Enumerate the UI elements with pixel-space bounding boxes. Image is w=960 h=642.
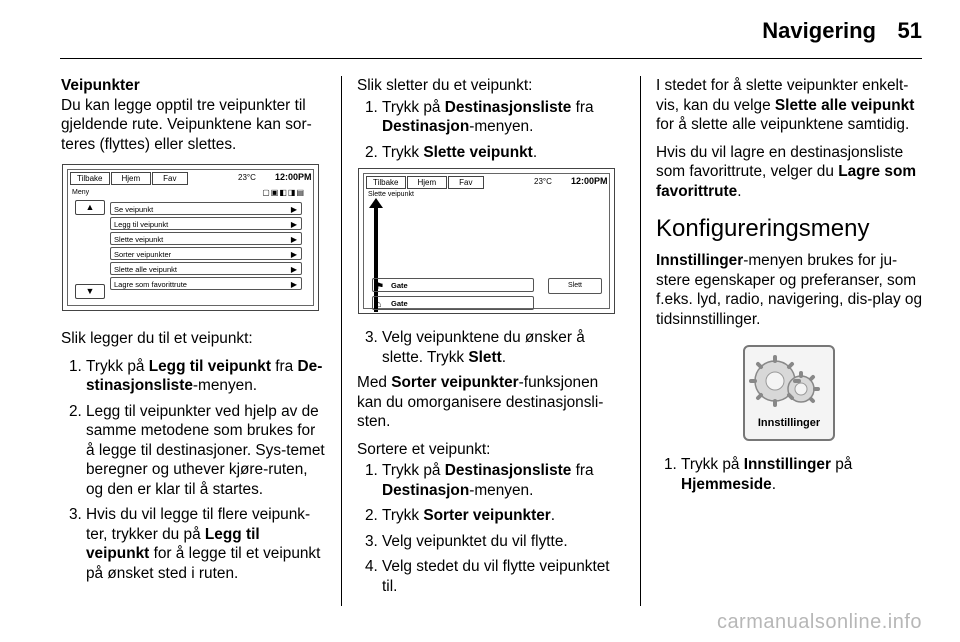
chevron-right-icon: ▶ bbox=[290, 220, 297, 229]
chevron-right-icon: ▶ bbox=[290, 205, 297, 214]
scroll-up-icon: ▲ bbox=[75, 200, 105, 215]
column-1 bbox=[61, 76, 326, 589]
settings-step-1: 1. Trykk på Innstillinger på Hjemmeside. bbox=[664, 456, 853, 493]
waypoint-row-2: ⌂ Gate bbox=[372, 296, 534, 310]
flag-icon: ⚑ bbox=[376, 281, 385, 291]
add-step-2: 2. Legg til veipunkter ved hjelp av de samme metodene som brukes for å legge til destinasjoner. Sys-temet beregner og uthever kjøre-ruten, og den er klar til å startes. bbox=[69, 402, 325, 498]
chevron-right-icon: ▶ bbox=[290, 250, 297, 259]
delete-screen-illustration bbox=[358, 168, 615, 314]
settings-steps bbox=[656, 455, 924, 494]
tab-tilbake: Tilbake bbox=[366, 176, 406, 189]
column-2 bbox=[357, 76, 625, 602]
sort-description: Med Sorter veipunkter-funksjonen kan du omorganisere destinasjonsli-sten. bbox=[357, 374, 604, 430]
delete-step-3: 3. Velg veipunktene du ønsker å slette. Trykk Slett. bbox=[365, 329, 585, 366]
chevron-right-icon: ▶ bbox=[290, 280, 297, 289]
settings-gear-icon bbox=[743, 345, 835, 441]
settings-icon-label: Innstillinger bbox=[757, 416, 821, 429]
slett-button: Slett bbox=[548, 278, 602, 294]
screen-tabbar bbox=[70, 172, 189, 184]
waypoint-row-1: ⚑ Gate bbox=[372, 278, 534, 292]
sort-intro: Sortere et veipunkt: bbox=[357, 440, 491, 458]
screen-frame bbox=[363, 173, 610, 309]
column-3 bbox=[656, 76, 924, 500]
sort-steps bbox=[357, 461, 625, 596]
page-number: 51 bbox=[897, 18, 922, 43]
gears-icon bbox=[745, 347, 833, 413]
add-waypoint-intro: Slik legger du til et veipunkt: bbox=[61, 330, 253, 347]
delete-waypoint-intro: Slik sletter du et veipunkt: bbox=[357, 77, 533, 94]
tab-hjem: Hjem bbox=[407, 176, 448, 189]
sort-step-4: 4. Velg stedet du vil flytte veipunktet til. bbox=[365, 558, 610, 595]
tab-fav: Fav bbox=[152, 172, 187, 185]
screen-tabbar bbox=[366, 176, 485, 188]
menu-item-slette: Slette veipunkt ▶ bbox=[110, 232, 302, 245]
menu-item-slette-alle: Slette alle veipunkt ▶ bbox=[110, 262, 302, 275]
destination-icon: ⌂ bbox=[376, 299, 382, 309]
delete-all-paragraph: I stedet for å slette veipunkter enkelt-vis, kan du velge Slette alle veipunkt for å slette alle veipunktene samtidig. bbox=[656, 77, 915, 133]
chevron-right-icon: ▶ bbox=[290, 235, 297, 244]
column-divider-2 bbox=[640, 76, 641, 606]
screen-menu-label: Meny bbox=[72, 189, 90, 196]
sort-step-2: 2. Trykk Sorter veipunkter. bbox=[365, 507, 556, 524]
menu-screen-illustration bbox=[62, 164, 319, 311]
tab-tilbake: Tilbake bbox=[70, 172, 110, 185]
menu-item-sorter: Sorter veipunkter ▶ bbox=[110, 247, 302, 260]
screen-frame bbox=[67, 169, 314, 306]
delete-waypoint-steps bbox=[357, 98, 625, 163]
screen-status-icons: ▢▣◧◨▤ bbox=[262, 188, 305, 197]
header-rule bbox=[60, 58, 922, 59]
waypoints-intro: Du kan legge opptil tre veipunkter til gjeldende rute. Veipunktene kan sor-teres (flyttes) eller slettes. bbox=[61, 96, 312, 153]
screen-temperature: 23°C bbox=[534, 177, 552, 186]
tab-fav: Fav bbox=[448, 176, 483, 189]
page-header bbox=[0, 0, 960, 60]
menu-item-legg-til: Legg til veipunkt ▶ bbox=[110, 217, 302, 230]
tab-hjem: Hjem bbox=[111, 172, 152, 185]
section-heading-waypoints: Veipunkter bbox=[61, 77, 140, 94]
scroll-down-icon: ▼ bbox=[75, 284, 105, 299]
add-step-1: 1. Trykk på Legg til veipunkt fra De-stinasjonsliste-menyen. bbox=[69, 357, 323, 394]
column-divider-1 bbox=[341, 76, 342, 606]
watermark: carmanualsonline.info bbox=[716, 611, 922, 633]
chapter-title: Navigering bbox=[762, 18, 876, 43]
delete-step-2: 2. Trykk Slette veipunkt. bbox=[365, 143, 538, 161]
delete-step-1: 1. Trykk på Destinasjonsliste fra Destinasjon-menyen. bbox=[365, 98, 594, 135]
delete-step-3-list bbox=[357, 328, 625, 367]
chevron-right-icon: ▶ bbox=[290, 265, 297, 274]
screen-temperature: 23°C bbox=[238, 173, 256, 182]
screen-clock: 12:00PM bbox=[275, 172, 312, 182]
menu-item-se-veipunkt: Se veipunkt ▶ bbox=[110, 202, 302, 215]
section-heading-config: Konfigureringsmeny bbox=[656, 215, 870, 242]
screen-clock: 12:00PM bbox=[571, 176, 608, 186]
add-step-3: 3. Hvis du vil legge til flere veipunk-ter, trykker du på Legg til veipunkt for å legge til et veipunkt på ønsket sted i ruten. bbox=[69, 506, 321, 582]
add-waypoint-steps bbox=[61, 357, 326, 584]
screen-slette-label: Slette veipunkt bbox=[368, 191, 414, 198]
settings-description: Innstillinger-menyen brukes for ju-stere egenskaper og preferanser, som f.eks. lyd, radio, navigering, dis-play og tidsinnstillinger. bbox=[656, 252, 923, 328]
save-favourite-paragraph: Hvis du vil lagre en destinasjonsliste som favorittrute, velger du Lagre som favorittrute. bbox=[656, 143, 917, 200]
menu-item-lagre-favoritt: Lagre som favorittrute ▶ bbox=[110, 277, 302, 290]
sort-step-1: 1. Trykk på Destinasjonsliste fra Destinasjon-menyen. bbox=[365, 462, 594, 499]
sort-step-3: 3. Velg veipunktet du vil flytte. bbox=[365, 532, 568, 550]
